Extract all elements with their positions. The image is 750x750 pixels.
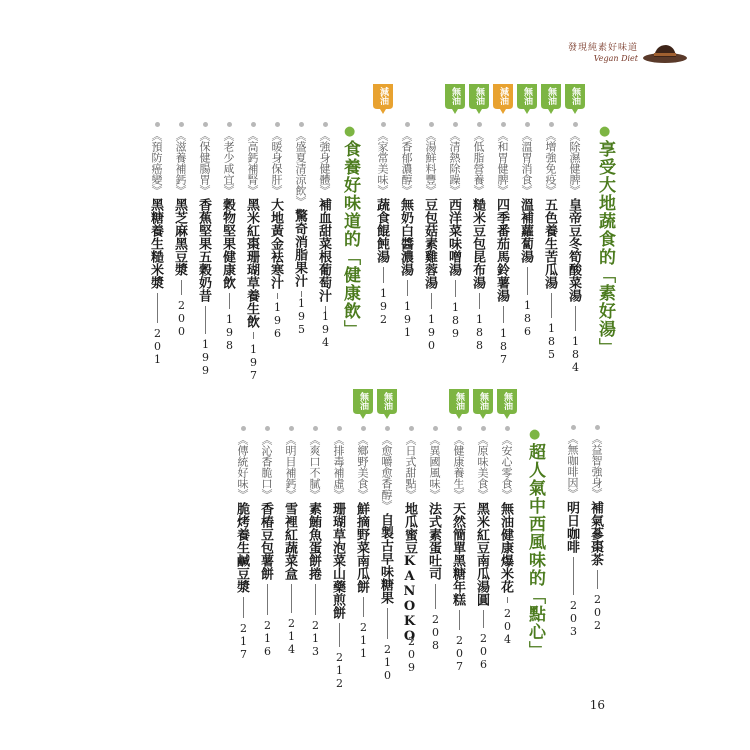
entry-tag: 《增強免疫》 [544, 130, 557, 196]
toc-entry [330, 426, 358, 690]
toc-entry [450, 426, 478, 673]
running-header [568, 40, 638, 63]
entry-page-number: 186 [521, 299, 534, 338]
leader-line [243, 597, 244, 618]
entry-page-number: 217 [237, 622, 250, 661]
entry-name: 無奶白醬濃湯 [398, 198, 413, 276]
entry-name: 西洋菜味噌湯 [446, 198, 461, 276]
toc-entry [292, 122, 320, 336]
bullet-dot [405, 122, 410, 127]
section-title [526, 423, 543, 659]
entry-tag: 《家常美味》 [376, 130, 389, 196]
entry-tag: 《明目補鈣》 [284, 434, 297, 500]
bullet-dot [505, 426, 510, 431]
bullet-dot [323, 122, 328, 127]
entry-name: 黑糖養生糙米漿 [148, 198, 163, 289]
entry-tag: 《和胃健脾》 [496, 130, 509, 196]
entry-tag: 《高鈣補腎》 [246, 130, 259, 196]
leader-line [597, 570, 598, 589]
header-title: 發現純素好味道 [567, 43, 638, 53]
toc-entry [588, 425, 616, 632]
section-bullet-icon: ● [529, 427, 542, 442]
leader-line [503, 306, 504, 323]
entry-name: 法式素蛋吐司 [426, 502, 441, 580]
leader-line [253, 332, 254, 339]
entry-page-number: 201 [151, 327, 164, 366]
oil-free-badge: 無油 [516, 83, 538, 113]
bullet-dot [549, 122, 554, 127]
entry-name: 皇帝豆冬筍酸菜湯 [566, 198, 581, 302]
entry-name: 明日咖啡 [564, 501, 579, 553]
entry-name: 補血甜菜根葡萄汁 [316, 198, 331, 302]
section-title-text: 食養好味道的「健康飲」 [340, 140, 360, 338]
entry-page-number: 199 [199, 338, 212, 377]
entry-name: 糙米豆包昆布湯 [470, 198, 485, 289]
entry-name: 無油健康爆米花 [498, 502, 513, 593]
bullet-dot [409, 426, 414, 431]
oil-free-badge: 無油 [448, 388, 470, 418]
entry-page-number: 187 [497, 327, 510, 366]
entry-tag: 《香郁濃醇》 [400, 130, 413, 196]
toc-entry [470, 122, 498, 352]
toc-entry [374, 122, 402, 326]
toc-entry [378, 426, 406, 682]
bullet-dot [573, 122, 578, 127]
entry-name: 驚奇消脂果汁 [292, 209, 307, 287]
entry-page-number: 188 [473, 313, 486, 352]
entry-name: 自製古早味糖果 [378, 513, 393, 604]
oil-free-badge: 無油 [472, 388, 494, 418]
entry-tag: 《日式甜點》 [404, 434, 417, 500]
entry-page-number: 214 [285, 617, 298, 656]
leader-line [483, 610, 484, 628]
bullet-dot [595, 425, 600, 430]
entry-tag: 《愈嚼愈香醇》 [380, 434, 393, 511]
entry-page-number: 198 [223, 313, 236, 352]
entry-tag: 《異國風味》 [428, 434, 441, 500]
entry-tag: 《老少咸宜》 [222, 130, 235, 196]
leader-line [479, 293, 480, 309]
toc-entry [564, 425, 592, 638]
entry-name: 四季番茄馬鈴薯湯 [494, 198, 509, 302]
toc-entry [196, 122, 224, 377]
toc-entry [306, 426, 334, 658]
bullet-dot [289, 426, 294, 431]
leader-line [339, 623, 340, 647]
section-title-text: 超人氣中西風味的「點心」 [525, 443, 545, 659]
toc-entry [172, 122, 200, 338]
entry-tag: 《強身健體》 [318, 130, 331, 196]
bullet-dot [361, 426, 366, 431]
bullet-dot [251, 122, 256, 127]
entry-page-number: 213 [309, 619, 322, 658]
entry-tag: 《爽口不膩》 [308, 434, 321, 500]
oil-free-badge: 無油 [540, 83, 562, 113]
bullet-dot [337, 426, 342, 431]
entry-tag: 《無咖啡因》 [566, 433, 579, 499]
toc-entry [234, 426, 262, 661]
entry-tag: 《盛夏清涼飲》 [294, 130, 307, 207]
entry-page-number: 208 [429, 613, 442, 652]
toc-entry [148, 122, 176, 366]
entry-name: 地瓜蜜豆KANOKO [402, 502, 417, 644]
entry-tag: 《預防癌變》 [150, 130, 163, 196]
entry-page-number: 216 [261, 619, 274, 658]
toc-entry [282, 426, 310, 656]
toc-entry [474, 426, 502, 671]
entry-tag: 《清熱除躁》 [448, 130, 461, 196]
entry-page-number: 195 [295, 297, 308, 336]
bullet-dot [571, 425, 576, 430]
entry-page-number: 204 [501, 607, 514, 646]
entry-tag: 《暖身保肝》 [270, 130, 283, 196]
entry-tag: 《除濕健脾》 [568, 130, 581, 196]
bullet-dot [313, 426, 318, 431]
entry-tag: 《健康養生》 [452, 434, 465, 500]
bullet-dot [481, 426, 486, 431]
leader-line [181, 280, 182, 295]
entry-name: 五色養生苦瓜湯 [542, 198, 557, 289]
entry-name: 大地黃金袪寒汁 [268, 198, 283, 289]
entry-tag: 《沁香脆口》 [260, 434, 273, 500]
toc-entry [258, 426, 286, 658]
hat-icon [642, 42, 688, 64]
bullet-dot [525, 122, 530, 127]
entry-page-number: 190 [425, 313, 438, 352]
entry-name: 溫補蘿蔔湯 [518, 198, 533, 263]
entry-name: 穀物堅果健康飲 [220, 198, 235, 289]
bullet-dot [275, 122, 280, 127]
entry-page-number: 196 [271, 301, 284, 340]
bullet-dot [385, 426, 390, 431]
entry-page-number: 185 [545, 322, 558, 361]
oil-free-badge: 無油 [496, 388, 518, 418]
section-title [596, 120, 613, 356]
entry-tag: 《安心零食》 [500, 434, 513, 500]
entry-tag: 《益智強身》 [590, 433, 603, 499]
entry-name: 雪裡紅蔬菜盒 [282, 502, 297, 580]
entry-tag: 《低脂營養》 [472, 130, 485, 196]
entry-page-number: 191 [401, 300, 414, 339]
toc-entry [402, 426, 430, 674]
leader-line [387, 608, 388, 639]
entry-page-number: 189 [449, 301, 462, 340]
toc-entry [244, 122, 272, 382]
bullet-dot [433, 426, 438, 431]
entry-tag: 《湯鮮料豐》 [424, 130, 437, 196]
leader-line [315, 584, 316, 615]
entry-tag: 《滋養補鈣》 [174, 130, 187, 196]
entry-page-number: 203 [567, 599, 580, 638]
leader-line [575, 306, 576, 331]
bullet-dot [241, 426, 246, 431]
bullet-dot [429, 122, 434, 127]
section-title-text: 享受大地蔬食的「素好湯」 [595, 140, 615, 356]
bullet-dot [179, 122, 184, 127]
entry-page-number: 207 [453, 634, 466, 673]
bullet-dot [453, 122, 458, 127]
entry-page-number: 184 [569, 335, 582, 374]
leader-line [407, 280, 408, 296]
section-bullet-icon: ● [599, 124, 612, 139]
leader-line [229, 293, 230, 309]
header-subtitle: Vegan Diet [593, 54, 638, 63]
entry-name: 天然簡單黑糖年糕 [450, 502, 465, 606]
entry-page-number: 211 [357, 621, 370, 660]
entry-tag: 《鄉野美食》 [356, 434, 369, 500]
toc-entry [422, 122, 450, 352]
leader-line [455, 280, 456, 297]
bullet-dot [457, 426, 462, 431]
oil-free-badge: 無油 [564, 83, 586, 113]
entry-name: 鮮摘野菜南瓜餅 [354, 502, 369, 593]
toc-entry [518, 122, 546, 338]
leader-line [277, 293, 278, 299]
oil-free-badge: 無油 [468, 83, 490, 113]
entry-tag: 《排毒補虛》 [332, 434, 345, 500]
entry-name: 脆烤養生鹹豆漿 [234, 502, 249, 593]
entry-page-number: 212 [333, 651, 346, 690]
leader-line [431, 293, 432, 309]
entry-name: 補氣蔘棗茶 [588, 501, 603, 566]
entry-page-number: 210 [381, 643, 394, 682]
leader-line [435, 584, 436, 609]
entry-tag: 《原味美食》 [476, 434, 489, 500]
entry-page-number: 197 [247, 343, 260, 382]
entry-page-number: 200 [175, 299, 188, 338]
entry-name: 黑米紅棗珊瑚草養生飲 [244, 198, 259, 328]
entry-tag: 《傳統好味》 [236, 434, 249, 500]
entry-name: 蔬食餛飩湯 [374, 198, 389, 263]
leader-line [363, 597, 364, 617]
entry-name: 素鮪魚蛋餅捲 [306, 502, 321, 580]
leader-line [507, 597, 508, 603]
entry-name: 黑芝麻黑豆漿 [172, 198, 187, 276]
entry-page-number: 209 [405, 635, 418, 674]
bullet-dot [299, 122, 304, 127]
bullet-dot [501, 122, 506, 127]
reduced-oil-badge: 減油 [492, 83, 514, 113]
leader-line [157, 293, 158, 323]
toc-entry [498, 426, 526, 646]
leader-line [527, 267, 528, 295]
leader-line [291, 584, 292, 613]
leader-line [459, 610, 460, 630]
entry-tag: 《溫胃消食》 [520, 130, 533, 196]
leader-line [383, 267, 384, 283]
toc-entry [354, 426, 382, 660]
bullet-dot [265, 426, 270, 431]
bullet-dot [477, 122, 482, 127]
leader-line [573, 557, 574, 595]
toc-entry [220, 122, 248, 352]
entry-page-number: 206 [477, 632, 490, 671]
toc-entry [566, 122, 594, 374]
oil-free-badge: 無油 [444, 83, 466, 113]
oil-free-badge: 無油 [352, 388, 374, 418]
entry-tag: 《保健腸胃》 [198, 130, 211, 196]
toc-entry [398, 122, 426, 339]
oil-free-badge: 無油 [376, 388, 398, 418]
reduced-oil-badge: 減油 [372, 83, 394, 113]
entry-name: 黑米紅豆南瓜湯圓 [474, 502, 489, 606]
entry-name: 豆包菇素雞蓉湯 [422, 198, 437, 289]
bullet-dot [381, 122, 386, 127]
bullet-dot [203, 122, 208, 127]
entry-name: 香蕉堅果五穀奶昔 [196, 198, 211, 302]
entry-page-number: 202 [591, 593, 604, 632]
leader-line [551, 293, 552, 318]
toc-entry [446, 122, 474, 340]
section-bullet-icon: ● [344, 124, 357, 139]
bullet-dot [155, 122, 160, 127]
entry-page-number: 194 [319, 310, 332, 349]
leader-line [267, 584, 268, 615]
toc-entry [542, 122, 570, 361]
entry-page-number: 192 [377, 287, 390, 326]
toc-entry [268, 122, 296, 340]
page-number: 16 [589, 698, 605, 712]
toc-entry [494, 122, 522, 366]
toc-entry [426, 426, 454, 652]
leader-line [205, 306, 206, 334]
toc-entry [316, 122, 344, 349]
entry-name: 珊瑚草泡菜山藥煎餅 [330, 502, 345, 619]
entry-name: 香椿豆包薯餅 [258, 502, 273, 580]
bullet-dot [227, 122, 232, 127]
